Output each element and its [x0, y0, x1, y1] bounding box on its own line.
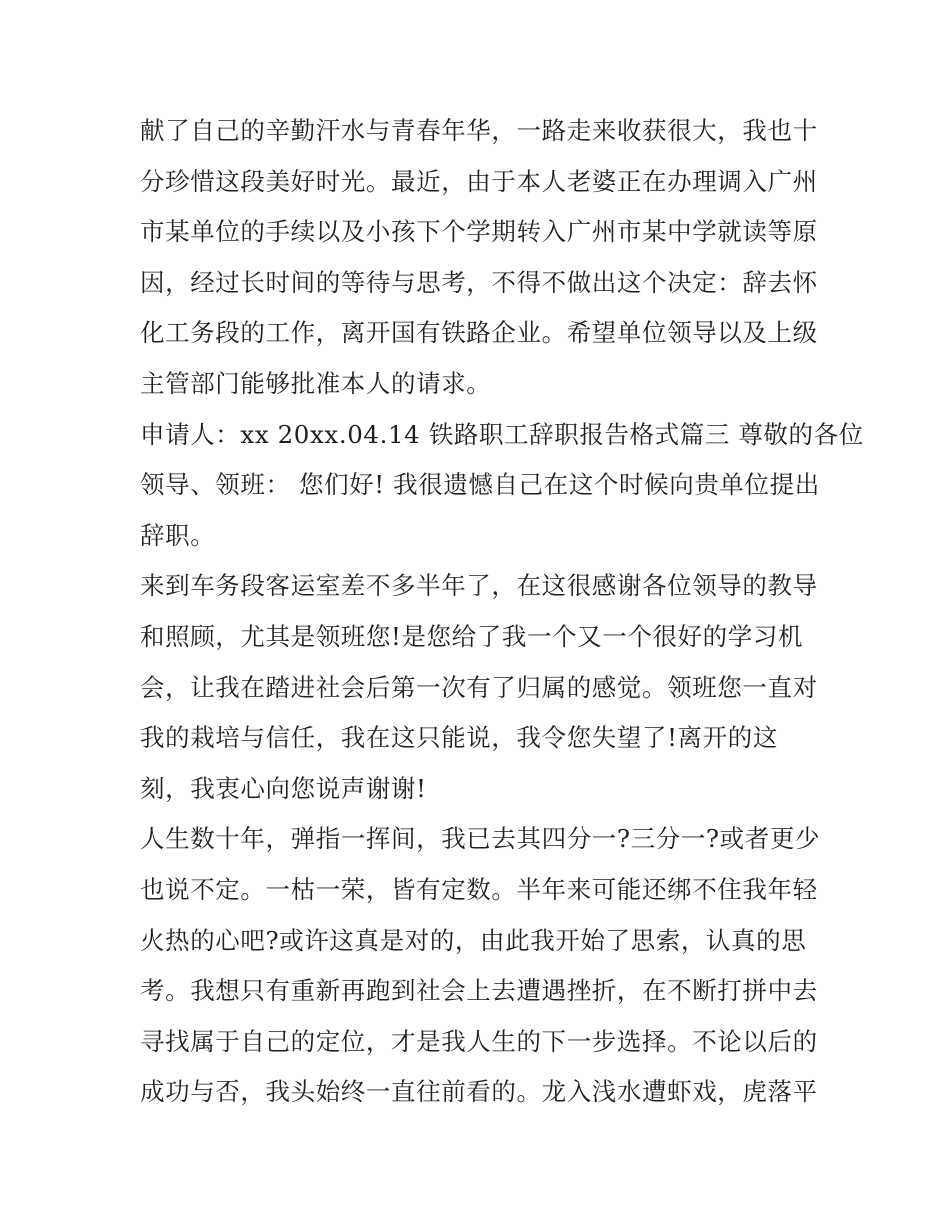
text-line: 我的栽培与信任，我在这只能说，我令您失望了!离开的这 [140, 723, 778, 753]
paragraph-resignation-reason [140, 106, 818, 410]
text-line: 刻，我衷心向您说声谢谢! [140, 773, 427, 803]
text-line: 市某单位的手续以及小孩下个学期转入广州市某中学就读等原 [140, 217, 818, 247]
text-line: 会，让我在踏进社会后第一次有了归属的感觉。领班您一直对 [140, 672, 818, 702]
text-line: 火热的心吧?或许这真是对的，由此我开始了思索，认真的思 [140, 925, 807, 955]
text-line: 献了自己的辛勤汗水与青春年华，一路走来收获很大，我也十 [140, 116, 818, 145]
paragraph-applicant-and-salutation [140, 410, 864, 562]
text-line: 寻找属于自己的定位，才是我人生的下一步选择。不论以后的 [140, 1026, 818, 1056]
text-line: 主管部门能够批准本人的请求。 [140, 368, 492, 398]
text-line: 成功与否，我头始终一直往前看的。龙入浅水遭虾戏，虎落平 [140, 1077, 818, 1107]
document-body [140, 106, 864, 1118]
text-line: 来到车务段客运室差不多半年了，在这很感谢各位领导的教导 [140, 571, 818, 601]
text-line: 和照顾，尤其是领班您!是您给了我一个又一个很好的学习机 [140, 621, 804, 651]
text-line: 分珍惜这段美好时光。最近，由于本人老婆正在办理调入广州 [140, 166, 818, 196]
text-line: 也说不定。一枯一荣，皆有定数。半年来可能还绑不住我年轻 [140, 874, 818, 904]
text-line: 考。我想只有重新再跑到社会上去遭遇挫折，在不断打拼中去 [140, 976, 818, 1006]
text-line: 申请人：xx 20xx.04.14 铁路职工辞职报告格式篇三 尊敬的各位 [140, 419, 864, 449]
text-line: 因，经过长时间的等待与思考，不得不做出这个决定：辞去怀 [140, 267, 818, 297]
text-line: 人生数十年，弹指一挥间，我已去其四分一?三分一?或者更少 [140, 824, 821, 854]
text-line: 辞职。 [140, 520, 216, 550]
text-line: 领导、领班： 您们好! 我很遗憾自己在这个时候向贵单位提出 [140, 470, 820, 500]
paragraph-gratitude [140, 561, 818, 814]
text-line: 化工务段的工作，离开国有铁路企业。希望单位领导以及上级 [140, 318, 818, 348]
paragraph-reflection [140, 814, 821, 1118]
